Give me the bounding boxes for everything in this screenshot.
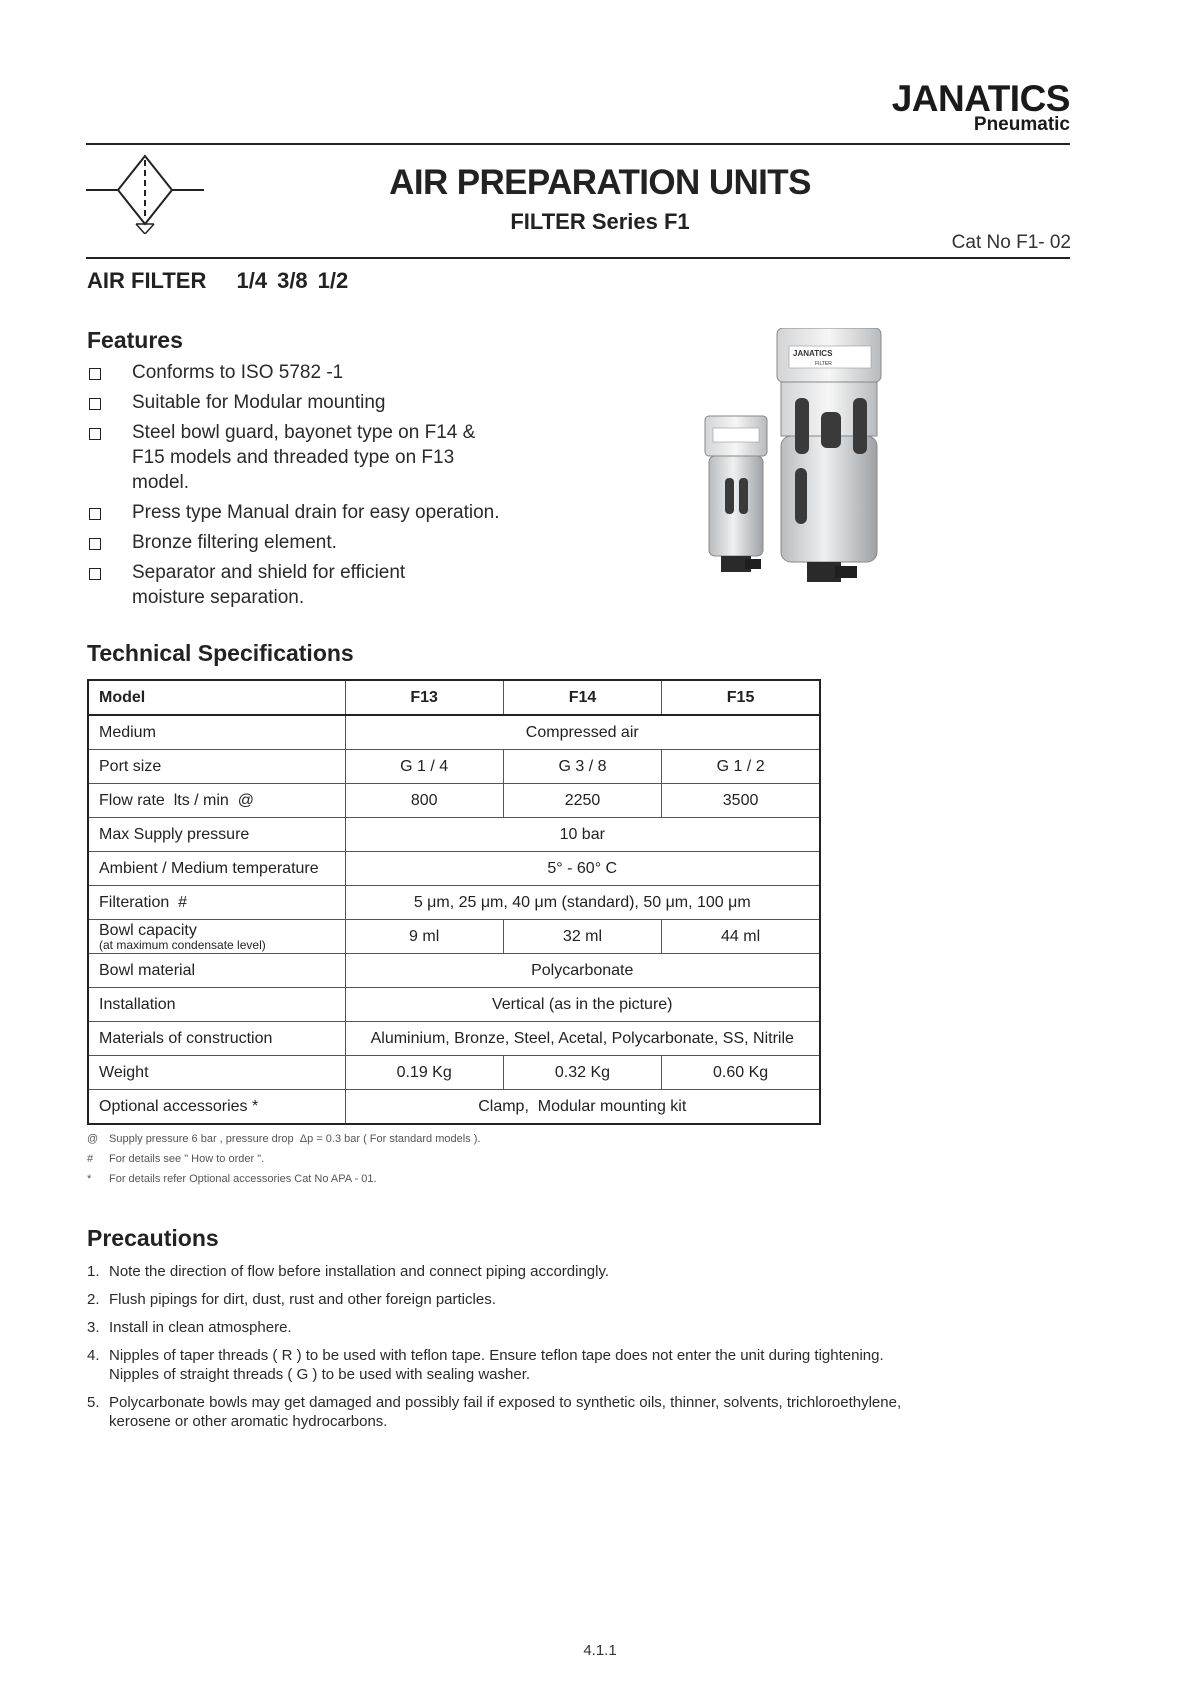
- footnote-text: For details refer Optional accessories Cat No APA - 01.: [109, 1173, 377, 1185]
- page-subtitle: FILTER Series F1: [510, 209, 690, 234]
- precaution-item: [87, 1318, 1047, 1337]
- specs-table: [87, 679, 821, 1125]
- row-label-note: (at maximum condensate level): [99, 937, 266, 952]
- size-1-2: 1/2: [317, 268, 349, 293]
- specs-heading: Technical Specifications: [87, 640, 354, 666]
- feature-text: Separator and shield for efficient moisture separation.: [132, 562, 406, 608]
- row-label: Filteration #: [88, 886, 345, 920]
- precaution-item: [87, 1262, 1047, 1281]
- precaution-text: Note the direction of flow before installation and connect piping accordingly.: [109, 1263, 610, 1280]
- table-row: [88, 886, 820, 920]
- cell-value: Clamp, Modular mounting kit: [345, 1090, 820, 1125]
- cell-value: 2250: [503, 784, 661, 818]
- cell-value: Aluminium, Bronze, Steel, Acetal, Polycarbonate, SS, Nitrile: [345, 1022, 820, 1056]
- cell-value: 3500: [662, 784, 820, 818]
- precaution-text-continued: Nipples of straight threads ( G ) to be used with sealing washer.: [109, 1366, 531, 1383]
- cell-value: Vertical (as in the picture): [345, 988, 820, 1022]
- column-header-f15: F15: [662, 680, 820, 715]
- cell-value: Polycarbonate: [345, 954, 820, 988]
- column-header-model: Model: [88, 680, 345, 715]
- feature-text: Suitable for Modular mounting: [132, 392, 386, 413]
- footnote: [87, 1173, 480, 1193]
- image-label-type: FILTER: [815, 361, 832, 367]
- footnote-text: Supply pressure 6 bar , pressure drop Δp = 0.3 bar ( For standard models ).: [109, 1133, 481, 1145]
- row-label: Ambient / Medium temperature: [88, 852, 345, 886]
- table-row: [88, 750, 820, 784]
- header-rule-bottom: [86, 257, 1070, 259]
- image-label-brand: JANATICS: [793, 349, 833, 358]
- large-filter-unit: [777, 328, 881, 582]
- table-row: [88, 818, 820, 852]
- row-label: Flow rate lts / min @: [88, 784, 345, 818]
- page-number: 4.1.1: [583, 1642, 617, 1659]
- size-3-8: 3/8: [277, 268, 308, 293]
- feature-item: [87, 560, 452, 610]
- checkbox-bullet-icon: [89, 568, 101, 580]
- cell-value: 0.19 Kg: [345, 1056, 503, 1090]
- precaution-item: [87, 1346, 1047, 1384]
- features-heading: Features: [87, 327, 183, 353]
- footnote-symbol: *: [87, 1173, 92, 1185]
- precaution-number: 4.: [87, 1347, 100, 1364]
- cell-value: 0.32 Kg: [503, 1056, 661, 1090]
- feature-item: [87, 360, 647, 385]
- row-label: Port size: [88, 750, 345, 784]
- precaution-number: 2.: [87, 1291, 100, 1308]
- row-label: Installation: [88, 988, 345, 1022]
- precaution-text: Install in clean atmosphere.: [109, 1319, 292, 1336]
- cell-value: 5 μm, 25 μm, 40 μm (standard), 50 μm, 100 μm: [345, 886, 820, 920]
- precautions-heading: Precautions: [87, 1225, 219, 1251]
- table-row: [88, 784, 820, 818]
- checkbox-bullet-icon: [89, 508, 101, 520]
- page-title: AIR PREPARATION UNITS: [389, 163, 811, 202]
- small-filter-unit: [705, 416, 767, 572]
- checkbox-bullet-icon: [89, 428, 101, 440]
- precaution-text-continued: kerosene or other aromatic hydrocarbons.: [109, 1413, 388, 1430]
- table-header-row: [88, 680, 820, 715]
- checkbox-bullet-icon: [89, 538, 101, 550]
- cell-value: 9 ml: [345, 920, 503, 954]
- feature-item: [87, 420, 477, 495]
- feature-item: [87, 530, 647, 555]
- feature-text: Steel bowl guard, bayonet type on F14 & F15 models and threaded type on F13 model.: [132, 422, 476, 493]
- table-row: [88, 852, 820, 886]
- feature-text: Press type Manual drain for easy operation.: [132, 502, 500, 523]
- feature-text: Bronze filtering element.: [132, 532, 337, 553]
- row-label: Materials of construction: [88, 1022, 345, 1056]
- feature-item: [87, 390, 647, 415]
- precaution-number: 3.: [87, 1319, 100, 1336]
- precaution-number: 1.: [87, 1263, 100, 1280]
- footnote-symbol: #: [87, 1153, 94, 1165]
- precaution-text: Polycarbonate bowls may get damaged and possibly fail if exposed to synthetic oils, thinner, solvents, trichloroethylene,: [109, 1394, 902, 1411]
- footnote-text: For details see " How to order ".: [109, 1153, 265, 1165]
- product-heading: [87, 268, 382, 294]
- size-1-4: 1/4: [236, 268, 268, 293]
- column-header-f13: F13: [345, 680, 503, 715]
- footnote-symbol: @: [87, 1133, 99, 1145]
- footnote: [87, 1133, 480, 1153]
- header-rule-top: [86, 143, 1070, 145]
- cell-value: 10 bar: [345, 818, 820, 852]
- cell-value: 32 ml: [503, 920, 661, 954]
- table-row: [88, 954, 820, 988]
- column-header-f14: F14: [503, 680, 661, 715]
- cell-value: G 1 / 2: [662, 750, 820, 784]
- cell-value: G 1 / 4: [345, 750, 503, 784]
- checkbox-bullet-icon: [89, 398, 101, 410]
- table-row: [88, 1090, 820, 1125]
- row-label: Bowl material: [88, 954, 345, 988]
- table-row: [88, 1056, 820, 1090]
- cell-value: 44 ml: [662, 920, 820, 954]
- precautions-list: [87, 1262, 1047, 1440]
- brand-name: JANATICS: [891, 78, 1070, 119]
- precaution-item: [87, 1393, 1047, 1431]
- row-label: Optional accessories *: [88, 1090, 345, 1125]
- cell-value: 0.60 Kg: [662, 1056, 820, 1090]
- cell-value: G 3 / 8: [503, 750, 661, 784]
- cell-value: 800: [345, 784, 503, 818]
- table-row: [88, 920, 820, 954]
- precaution-text: Nipples of taper threads ( R ) to be used with teflon tape. Ensure teflon tape does not enter the unit during tightening.: [109, 1347, 884, 1364]
- footnote: [87, 1153, 480, 1173]
- cell-value: 5° - 60° C: [345, 852, 820, 886]
- row-label: Weight: [88, 1056, 345, 1090]
- catalog-number: Cat No F1- 02: [951, 232, 1071, 253]
- brand-tagline: Pneumatic: [973, 114, 1070, 135]
- precaution-number: 5.: [87, 1394, 100, 1411]
- table-row: [88, 715, 820, 750]
- features-list: [87, 360, 647, 615]
- checkbox-bullet-icon: [89, 368, 101, 380]
- row-label-main: Bowl capacity: [99, 921, 197, 939]
- row-label: [88, 920, 345, 954]
- feature-text: Conforms to ISO 5782 -1: [132, 362, 344, 383]
- row-label: Max Supply pressure: [88, 818, 345, 852]
- product-name: AIR FILTER: [87, 268, 207, 293]
- product-photo: [695, 328, 965, 588]
- cell-value: Compressed air: [345, 715, 820, 750]
- row-label: Medium: [88, 715, 345, 750]
- precaution-text: Flush pipings for dirt, dust, rust and other foreign particles.: [109, 1291, 496, 1308]
- precaution-item: [87, 1290, 1047, 1309]
- table-row: [88, 988, 820, 1022]
- table-row: [88, 1022, 820, 1056]
- table-footnotes: [87, 1133, 480, 1193]
- brand-logo: [891, 78, 1070, 135]
- product-sizes: [236, 268, 358, 293]
- feature-item: [87, 500, 647, 525]
